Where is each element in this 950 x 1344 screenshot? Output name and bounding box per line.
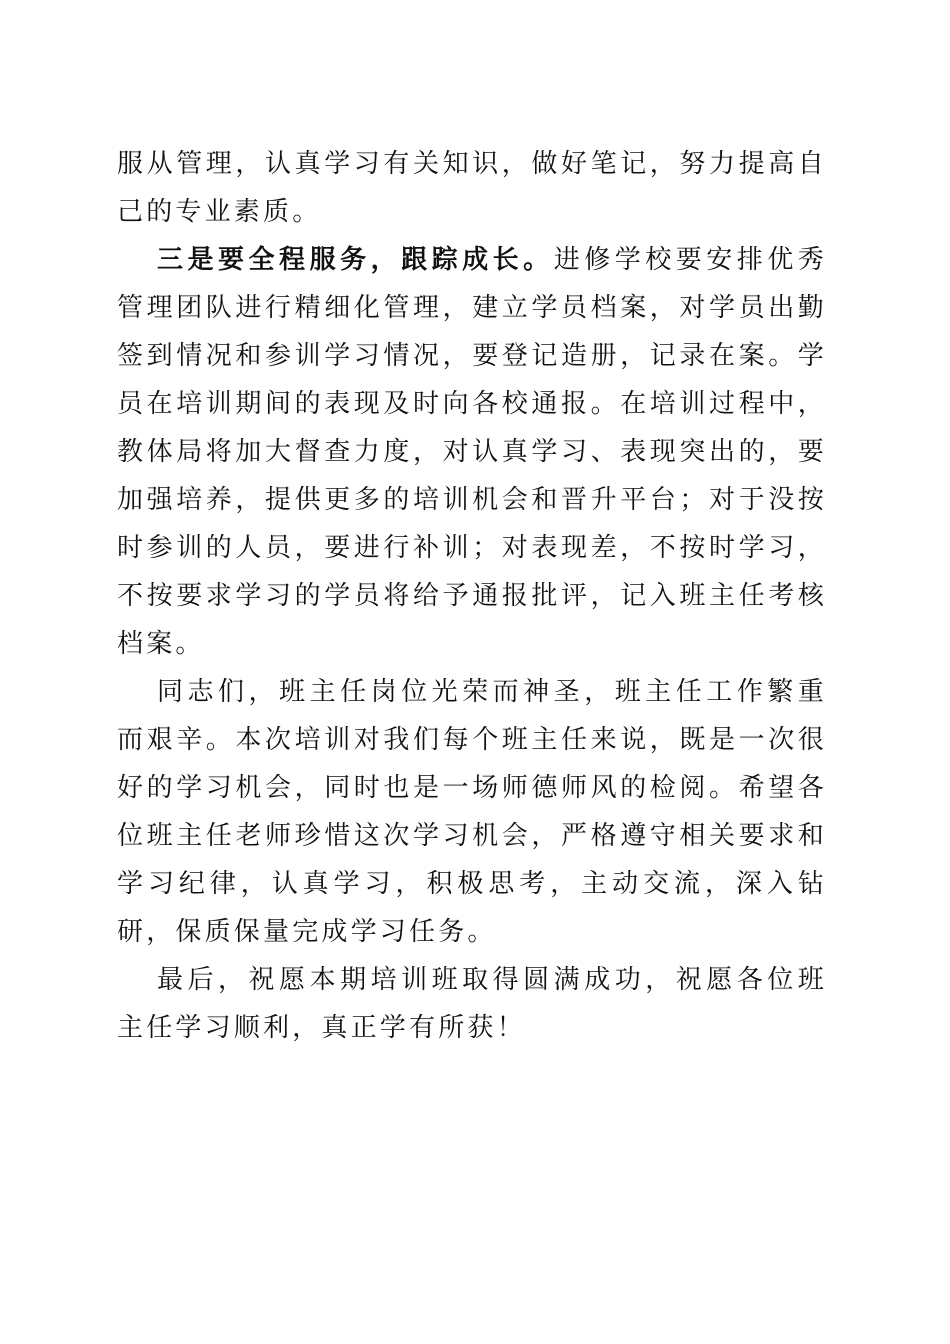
document-body — [117, 140, 827, 1052]
paragraph-text: 服从管理，认真学习有关知识，做好笔记，努力提高自己的专业素质。 — [117, 149, 827, 227]
paragraph-heading: 三是要全程服务，跟踪成长。 — [157, 245, 554, 275]
paragraph-text: 最后，祝愿本期培训班取得圆满成功，祝愿各位班主任学习顺利，真正学有所获！ — [117, 965, 827, 1043]
paragraph-continuation — [117, 140, 827, 236]
paragraph-full-service — [117, 236, 827, 668]
paragraph-text: 进修学校要安排优秀管理团队进行精细化管理，建立学员档案，对学员出勤签到情况和参训学习情况，要登记造册，记录在案。学员在培训期间的表现及时向各校通报。在培训过程中，教体局将加大督查力度，对认真学习、表现突出的，要加强培养，提供更多的培训机会和晋升平台；对于没按时参训的人员，要进行补训；对表现差，不按时学习，不按要求学习的学员将给予通报批评，记入班主任考核档案。 — [117, 245, 827, 659]
paragraph-text: 同志们，班主任岗位光荣而神圣，班主任工作繁重而艰辛。本次培训对我们每个班主任来说，既是一次很好的学习机会，同时也是一场师德师风的检阅。希望各位班主任老师珍惜这次学习机会，严格遵守相关要求和学习纪律，认真学习，积极思考，主动交流，深入钻研，保质保量完成学习任务。 — [117, 677, 827, 947]
paragraph-comrades — [117, 668, 827, 956]
paragraph-closing-wishes — [117, 956, 827, 1052]
